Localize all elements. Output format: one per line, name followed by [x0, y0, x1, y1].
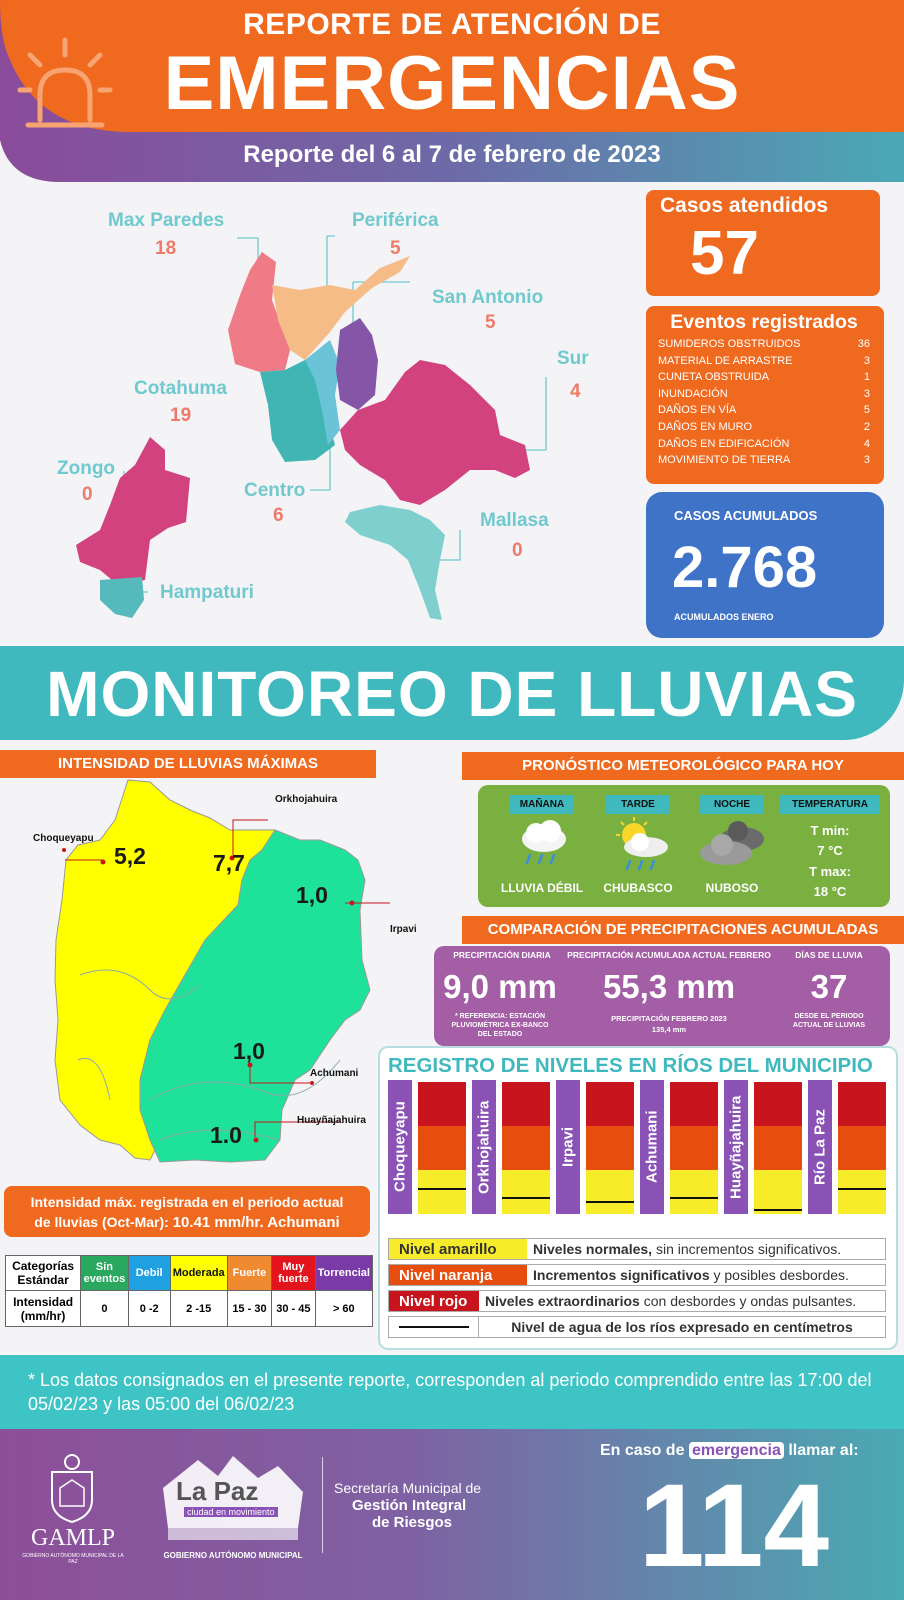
- gauge-amarillo-band: [502, 1170, 550, 1214]
- water-line-symbol: [389, 1317, 479, 1337]
- forecast-label-night: NUBOSO: [705, 881, 759, 895]
- hampaturi-district: [100, 577, 144, 618]
- legend-tag: Nivel rojo: [389, 1291, 479, 1311]
- cases-label: Casos atendidos: [660, 194, 829, 217]
- event-value: 2: [863, 420, 870, 433]
- category-name: Torrencial: [315, 1256, 372, 1291]
- forecast-tag-afternoon: TARDE: [606, 795, 670, 814]
- monthly-precip-label: PRECIPITACIÓN ACUMULADA ACTUAL FEBRERO: [567, 950, 771, 960]
- river-point-value: 1,0: [233, 1038, 265, 1064]
- event-label: MOVIMIENTO DE TIERRA: [658, 454, 791, 467]
- accumulated-box: [646, 492, 884, 638]
- event-value: 3: [863, 387, 870, 400]
- forecast-label-morning: LLUVIA DÉBIL: [500, 881, 584, 895]
- water-level-line: [670, 1197, 718, 1199]
- temp-min-value: 7 °C: [817, 843, 843, 858]
- category-header-label: Categorías Estándar: [6, 1256, 81, 1291]
- gauge-naranja-band: [502, 1126, 550, 1170]
- temp-max-value: 18 °C: [813, 884, 847, 899]
- legend-desc: [479, 1293, 856, 1309]
- river-point-value: 1,0: [296, 882, 328, 908]
- river-point-name: Irpavi: [390, 924, 417, 935]
- gauge-naranja-band: [418, 1126, 466, 1170]
- daily-precip-note: * REFERENCIA: ESTACIÓN PLUVIOMÉTRICA EX-BANCO DEL ESTADO: [451, 1013, 549, 1038]
- monthly-precip-note1: PRECIPITACIÓN FEBRERO 2023: [611, 1014, 727, 1023]
- river-level-gauge: [586, 1082, 634, 1214]
- daily-precip-value: 9,0 mm: [443, 968, 557, 1005]
- accumulated-note: ACUMULADOS ENERO: [674, 612, 774, 622]
- district-label: Centro: [244, 480, 306, 501]
- category-name: Fuerte: [227, 1256, 272, 1291]
- forecast-title: PRONÓSTICO METEOROLÓGICO PARA HOY: [462, 752, 904, 780]
- district-label: Mallasa: [480, 510, 549, 531]
- river-point-value: 7,7: [213, 850, 245, 876]
- river-point-name: Orkhojahuira: [275, 794, 338, 805]
- gauge-naranja-band: [586, 1126, 634, 1170]
- district-label: Cotahuma: [134, 378, 227, 399]
- event-value: 36: [857, 338, 870, 350]
- cloudy-icon: [696, 819, 770, 869]
- gamlp-subtext: GOBIERNO AUTÓNOMO MUNICIPAL DE LA PAZ: [22, 1553, 124, 1565]
- gauge-amarillo-band: [418, 1170, 466, 1214]
- river-level-gauge: [754, 1082, 802, 1214]
- event-value: 1: [863, 371, 870, 384]
- report-note: * Los datos consignados en el presente reporte, corresponden al periodo comprendido entre las 17:00 del 05/02/23 y las 05:00 del 06/02/23: [28, 1370, 872, 1414]
- district-value: 6: [273, 505, 284, 526]
- river-point-name: Huayñajahuira: [297, 1115, 366, 1126]
- event-label: CUNETA OBSTRUIDA: [658, 371, 770, 384]
- event-value: 3: [863, 354, 870, 367]
- district-value: 5: [485, 312, 496, 333]
- category-name: Sin eventos: [81, 1256, 128, 1291]
- legend-tag: Nivel amarillo: [389, 1239, 527, 1259]
- gauge-rojo-band: [754, 1082, 802, 1126]
- legend-desc-bold: Niveles normales,: [533, 1241, 653, 1257]
- water-line-label: Nivel de agua de los ríos expresado en centímetros: [511, 1319, 853, 1335]
- category-range: 30 - 45: [272, 1291, 315, 1327]
- district-value: 5: [390, 238, 401, 259]
- cases-attended-box: [646, 190, 880, 296]
- river-name-label: Río La Paz: [808, 1080, 832, 1214]
- gov-label: GOBIERNO AUTÓNOMO MUNICIPAL: [163, 1551, 303, 1560]
- gauge-amarillo-band: [670, 1170, 718, 1214]
- events-box: [646, 306, 884, 484]
- max-intensity-line1: Intensidad máx. registrada en el periodo actual: [30, 1194, 344, 1210]
- event-row: [658, 369, 870, 386]
- river-level-gauge: [838, 1082, 886, 1214]
- category-range: 15 - 30: [227, 1291, 272, 1327]
- san-antonio-district: [336, 318, 378, 410]
- events-list: [658, 336, 870, 469]
- legend-row: [388, 1290, 886, 1312]
- la-paz-subtitle: ciudad en movimiento: [184, 1507, 278, 1517]
- district-value: 0: [512, 540, 523, 561]
- river-name-label: Choqueyapu: [388, 1080, 412, 1214]
- river-point-value: 1.0: [210, 1122, 242, 1148]
- gauge-rojo-band: [502, 1082, 550, 1126]
- district-value: 4: [570, 381, 581, 402]
- gauge-rojo-band: [838, 1082, 886, 1126]
- report-date: Reporte del 6 al 7 de febrero de 2023: [243, 141, 661, 168]
- header-title-line1: REPORTE DE ATENCIÓN DE: [243, 8, 661, 41]
- legend-line-row: [388, 1316, 886, 1338]
- category-name: Moderada: [170, 1256, 227, 1291]
- category-range: > 60: [315, 1291, 372, 1327]
- rain-days-label: DÍAS DE LLUVIA: [795, 950, 863, 960]
- event-row: [658, 436, 870, 453]
- forecast-label-afternoon: CHUBASCO: [603, 881, 673, 895]
- district-label: Zongo: [57, 458, 116, 479]
- category-table: [5, 1255, 373, 1327]
- call-emphasis: emergencia: [689, 1442, 784, 1459]
- gauge-naranja-band: [670, 1126, 718, 1170]
- event-value: 4: [863, 437, 870, 450]
- water-level-line: [754, 1209, 802, 1211]
- water-level-line: [502, 1197, 550, 1199]
- district-value: 0: [82, 484, 93, 505]
- precipitation-title: COMPARACIÓN DE PRECIPITACIONES ACUMULADAS: [462, 916, 904, 944]
- emergency-phone[interactable]: 114: [638, 1460, 830, 1592]
- max-intensity-prefix: de lluvias (Oct-Mar):: [34, 1214, 173, 1230]
- legend-tag: Nivel naranja: [389, 1265, 527, 1285]
- water-level-line: [418, 1188, 466, 1190]
- temp-max-label: T max:: [809, 864, 851, 879]
- sun-rain-icon: [606, 817, 676, 873]
- gauge-amarillo-band: [754, 1170, 802, 1214]
- legend-desc-rest: y posibles desbordes.: [709, 1267, 849, 1283]
- rivers-title: REGISTRO DE NIVELES EN RÍOS DEL MUNICIPIO: [388, 1054, 873, 1077]
- header-title-line2: EMERGENCIAS: [163, 41, 741, 126]
- category-range: 0 -2: [128, 1291, 170, 1327]
- forecast-tag-temperature: TEMPERATURA: [780, 795, 880, 814]
- river-level-gauge: [670, 1082, 718, 1214]
- event-label: DAÑOS EN VÍA: [658, 404, 737, 417]
- gauge-naranja-band: [754, 1126, 802, 1170]
- river-name-label: Huayñajahuira: [724, 1080, 748, 1214]
- secretaria-line3: de Riesgos: [372, 1514, 453, 1531]
- accumulated-value: 2.768: [672, 535, 818, 600]
- district-label: Max Paredes: [108, 210, 225, 231]
- event-label: MATERIAL DE ARRASTRE: [658, 354, 793, 367]
- secretaria-line2: Gestión Integral: [352, 1497, 467, 1514]
- rivers-box: [378, 1046, 898, 1350]
- legend-row: [388, 1264, 886, 1286]
- district-label: Sur: [557, 348, 589, 369]
- gauge-amarillo-band: [586, 1170, 634, 1214]
- water-level-line: [586, 1201, 634, 1203]
- category-name: Debil: [128, 1256, 170, 1291]
- gauge-naranja-band: [838, 1126, 886, 1170]
- rain-days-note: DESDE EL PERIODO ACTUAL DE LLUVIAS: [792, 1013, 866, 1029]
- footer-divider: [322, 1457, 323, 1553]
- gauge-rojo-band: [586, 1082, 634, 1126]
- event-label: SUMIDEROS OBSTRUIDOS: [658, 338, 801, 350]
- accumulated-label: CASOS ACUMULADOS: [674, 508, 818, 523]
- call-prefix: En caso de: [600, 1442, 685, 1459]
- gamlp-crest-icon: [46, 1452, 98, 1524]
- event-row: [658, 419, 870, 436]
- category-range: 0: [81, 1291, 128, 1327]
- legend-desc-rest: con desbordes y ondas pulsantes.: [639, 1293, 857, 1309]
- la-paz-title: La Paz: [176, 1476, 259, 1506]
- event-row: [658, 402, 870, 419]
- monthly-precip-note2: 135,4 mm: [651, 1025, 687, 1034]
- river-point-value: 5,2: [114, 843, 146, 869]
- gauge-rojo-band: [418, 1082, 466, 1126]
- legend-desc-bold: Incrementos significativos: [533, 1267, 710, 1283]
- legend-desc-rest: sin incrementos significativos.: [652, 1241, 842, 1257]
- event-row: [658, 452, 870, 469]
- legend-rows: [388, 1238, 886, 1312]
- call-suffix: llamar al:: [788, 1442, 859, 1459]
- max-intensity-box: [4, 1186, 370, 1237]
- emergency-call-line: [600, 1442, 859, 1460]
- category-range: 2 -15: [170, 1291, 227, 1327]
- river-legend: [388, 1238, 886, 1338]
- river-name-label: Orkhojahuira: [472, 1080, 496, 1214]
- legend-row: [388, 1238, 886, 1260]
- rain-intensity-title: INTENSIDAD DE LLUVIAS MÁXIMAS: [0, 750, 376, 778]
- river-level-gauge: [502, 1082, 550, 1214]
- temp-min-label: T min:: [810, 823, 850, 838]
- district-value: 19: [170, 405, 192, 426]
- gamlp-text: GAMLP: [30, 1525, 115, 1551]
- category-row-label: Intensidad (mm/hr): [6, 1291, 81, 1327]
- event-row: [658, 353, 870, 370]
- event-label: DAÑOS EN MURO: [658, 420, 753, 433]
- event-row: [658, 386, 870, 403]
- legend-desc: [527, 1267, 849, 1283]
- river-point-name: Choqueyapu: [33, 833, 94, 844]
- forecast-tag-night: NOCHE: [700, 795, 764, 814]
- legend-desc: [527, 1241, 841, 1257]
- river-name-label: Irpavi: [556, 1080, 580, 1214]
- event-value: 5: [863, 404, 870, 417]
- secretaria-line1: Secretaría Municipal de: [334, 1480, 482, 1496]
- event-value: 3: [863, 454, 870, 467]
- river-point-name: Achumani: [310, 1068, 359, 1079]
- water-level-line: [838, 1188, 886, 1190]
- rain-days-value: 37: [810, 968, 848, 1005]
- cases-value: 57: [690, 219, 759, 288]
- events-title: Eventos registrados: [670, 311, 858, 333]
- district-label: Hampaturi: [160, 582, 254, 603]
- event-row: [658, 336, 870, 353]
- event-label: DAÑOS EN EDIFICACIÓN: [658, 437, 790, 450]
- legend-desc-bold: Niveles extraordinarios: [485, 1293, 640, 1309]
- river-level-gauge: [418, 1082, 466, 1214]
- gauge-amarillo-band: [838, 1170, 886, 1214]
- rain-cloud-icon: [514, 819, 574, 869]
- precipitation-box: [434, 946, 890, 1046]
- daily-precip-label: PRECIPITACIÓN DIARIA: [453, 950, 551, 960]
- gauge-rojo-band: [670, 1082, 718, 1126]
- forecast-tag-morning: MAÑANA: [510, 795, 574, 814]
- monitor-title: MONITOREO DE LLUVIAS: [46, 658, 858, 730]
- river-name-label: Achumani: [640, 1080, 664, 1214]
- event-label: INUNDACIÓN: [658, 387, 728, 400]
- rivers-row: [380, 1080, 900, 1214]
- district-label: Periférica: [352, 210, 439, 231]
- max-intensity-line2: [4, 1212, 370, 1233]
- category-name: Muy fuerte: [272, 1256, 315, 1291]
- district-label: San Antonio: [432, 287, 544, 308]
- monthly-precip-value: 55,3 mm: [602, 968, 736, 1005]
- district-value: 18: [155, 238, 177, 259]
- mallasa-district: [345, 505, 445, 620]
- district-map: [0, 182, 640, 642]
- max-intensity-value: 10.41 mm/hr. Achumani: [172, 1214, 340, 1231]
- forecast-box: [478, 785, 890, 907]
